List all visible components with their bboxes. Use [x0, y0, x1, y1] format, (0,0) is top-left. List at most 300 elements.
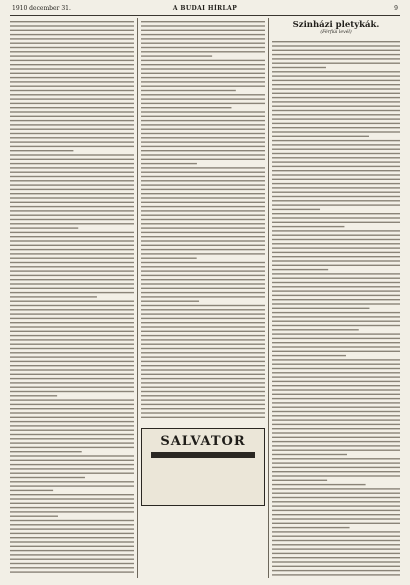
- text-line: [10, 60, 134, 61]
- text-line: [10, 464, 134, 465]
- text-line: [10, 77, 134, 78]
- text-line: [141, 335, 265, 336]
- text-line: [10, 189, 134, 190]
- text-line: [10, 533, 134, 534]
- text-line: [10, 361, 134, 362]
- text-line: [10, 129, 134, 130]
- text-line: [272, 230, 400, 231]
- text-line: [141, 339, 265, 340]
- newspaper-title: A BUDAI HÍRLAP: [172, 5, 238, 12]
- text-line: [141, 236, 265, 237]
- text-line: [141, 94, 265, 95]
- text-line: [10, 468, 134, 469]
- text-line: [10, 528, 134, 529]
- text-line: [141, 374, 265, 375]
- text-line: [272, 75, 400, 76]
- text-line: [10, 236, 134, 237]
- text-line: [272, 213, 400, 214]
- text-line: [141, 356, 265, 357]
- text-line: [272, 217, 400, 218]
- text-line: [141, 154, 265, 155]
- text-line: [10, 176, 134, 177]
- text-line: [141, 51, 265, 52]
- text-line: [272, 290, 400, 291]
- text-line: [10, 111, 134, 112]
- text-line: [141, 111, 265, 112]
- column-3-text: [272, 38, 400, 578]
- page-header: [10, 4, 400, 16]
- text-line: [272, 149, 400, 150]
- text-line: [272, 101, 400, 102]
- text-line: [10, 326, 134, 327]
- text-line: [141, 288, 265, 289]
- text-line: [272, 333, 400, 334]
- text-line: [272, 480, 327, 481]
- text-line: [272, 256, 400, 257]
- text-line: [10, 344, 134, 345]
- text-line: [272, 540, 400, 541]
- text-line: [272, 71, 400, 72]
- text-line: [272, 561, 400, 562]
- text-line: [141, 361, 265, 362]
- text-line: [272, 351, 400, 352]
- text-line: [141, 258, 197, 259]
- text-line: [10, 180, 134, 181]
- text-line: [272, 45, 400, 46]
- advertisement-bar: [151, 452, 255, 458]
- text-line: [141, 301, 199, 302]
- text-line: [272, 235, 400, 236]
- text-line: [272, 415, 400, 416]
- text-line: [272, 131, 400, 132]
- text-line: [141, 25, 265, 26]
- text-line: [272, 118, 400, 119]
- text-line: [272, 557, 400, 558]
- text-line: [10, 516, 58, 517]
- text-line: [10, 150, 73, 151]
- text-line: [272, 523, 400, 524]
- text-line: [10, 202, 134, 203]
- text-line: [272, 196, 400, 197]
- text-line: [141, 150, 265, 151]
- text-line: [272, 127, 400, 128]
- text-line: [10, 210, 134, 211]
- text-line: [272, 303, 400, 304]
- text-line: [141, 184, 265, 185]
- text-line: [272, 170, 400, 171]
- text-line: [272, 548, 400, 549]
- text-line: [10, 318, 134, 319]
- text-line: [141, 197, 265, 198]
- text-line: [272, 527, 350, 528]
- text-line: [141, 283, 265, 284]
- text-line: [141, 387, 265, 388]
- text-line: [272, 445, 400, 446]
- text-line: [10, 90, 134, 91]
- text-line: [141, 408, 265, 409]
- text-line: [10, 554, 134, 555]
- text-line: [10, 567, 134, 568]
- text-line: [10, 481, 134, 482]
- text-line: [10, 541, 134, 542]
- text-line: [10, 490, 53, 491]
- text-line: [272, 437, 400, 438]
- text-line: [141, 369, 265, 370]
- text-line: [141, 344, 265, 345]
- text-line: [272, 252, 400, 253]
- text-line: [141, 275, 265, 276]
- text-line: [141, 219, 265, 220]
- text-line: [10, 154, 134, 155]
- text-line: [10, 64, 134, 65]
- text-line: [141, 262, 265, 263]
- text-line: [10, 369, 134, 370]
- text-line: [141, 38, 265, 39]
- text-line: [141, 107, 231, 108]
- text-line: [272, 372, 400, 373]
- text-line: [10, 34, 134, 35]
- text-line: [10, 184, 134, 185]
- text-line: [10, 262, 134, 263]
- text-line: [10, 503, 134, 504]
- text-line: [272, 123, 400, 124]
- text-line: [272, 243, 400, 244]
- column-1-text: [10, 18, 134, 574]
- text-line: [10, 124, 134, 125]
- text-line: [141, 412, 265, 413]
- text-line: [272, 114, 400, 115]
- body-text-lines: [141, 18, 265, 418]
- text-line: [272, 41, 400, 42]
- text-line: [10, 447, 134, 448]
- text-line: [10, 116, 134, 117]
- text-line: [10, 399, 134, 400]
- text-line: [141, 365, 265, 366]
- text-line: [10, 38, 134, 39]
- text-line: [141, 395, 265, 396]
- advertisement-box: [141, 428, 265, 506]
- text-line: [10, 258, 134, 259]
- text-line: [141, 133, 265, 134]
- text-line: [272, 471, 400, 472]
- text-line: [272, 553, 400, 554]
- text-line: [272, 282, 400, 283]
- text-line: [272, 407, 400, 408]
- article-columns: [10, 18, 400, 578]
- text-line: [141, 43, 265, 44]
- body-text-lines: [10, 18, 134, 573]
- text-line: [272, 299, 400, 300]
- issue-date: 1910 december 31.: [12, 5, 71, 12]
- text-line: [10, 245, 134, 246]
- text-line: [10, 141, 134, 142]
- text-line: [141, 68, 265, 69]
- text-line: [141, 417, 265, 418]
- text-line: [141, 326, 265, 327]
- text-line: [10, 270, 134, 271]
- text-line: [272, 385, 400, 386]
- text-line: [141, 309, 265, 310]
- text-line: [272, 381, 400, 382]
- text-line: [272, 88, 400, 89]
- text-line: [10, 425, 134, 426]
- text-line: [141, 98, 265, 99]
- text-line: [141, 223, 265, 224]
- text-line: [272, 153, 400, 154]
- text-line: [272, 106, 400, 107]
- text-line: [10, 382, 134, 383]
- text-line: [272, 359, 400, 360]
- text-line: [272, 308, 369, 309]
- text-line: [10, 442, 134, 443]
- text-line: [272, 574, 400, 575]
- text-line: [10, 43, 134, 44]
- text-line: [272, 501, 400, 502]
- text-line: [141, 399, 265, 400]
- text-line: [10, 348, 134, 349]
- text-line: [141, 270, 265, 271]
- text-line: [10, 546, 134, 547]
- column-3: [272, 18, 400, 578]
- text-line: [272, 411, 400, 412]
- text-line: [141, 215, 265, 216]
- text-line: [10, 94, 134, 95]
- text-line: [10, 275, 134, 276]
- text-line: [141, 73, 265, 74]
- text-line: [272, 67, 326, 68]
- text-line: [141, 296, 265, 297]
- text-line: [141, 90, 236, 91]
- text-line: [272, 247, 400, 248]
- text-line: [272, 97, 400, 98]
- text-line: [141, 202, 265, 203]
- text-line: [141, 232, 265, 233]
- text-line: [272, 394, 400, 395]
- text-line: [141, 206, 265, 207]
- text-line: [141, 322, 265, 323]
- text-line: [10, 279, 134, 280]
- text-line: [272, 179, 400, 180]
- text-line: [141, 146, 265, 147]
- text-line: [10, 81, 134, 82]
- text-line: [272, 222, 400, 223]
- text-line: [272, 441, 400, 442]
- text-line: [272, 140, 400, 141]
- text-line: [10, 47, 134, 48]
- text-line: [10, 73, 134, 74]
- text-line: [10, 374, 134, 375]
- text-line: [272, 514, 400, 515]
- text-line: [272, 286, 400, 287]
- text-line: [10, 253, 134, 254]
- text-line: [10, 68, 134, 69]
- text-line: [272, 454, 347, 455]
- text-line: [141, 352, 265, 353]
- text-line: [272, 493, 400, 494]
- text-line: [10, 296, 97, 297]
- text-line: [10, 507, 134, 508]
- text-line: [272, 497, 400, 498]
- text-line: [10, 498, 134, 499]
- text-line: [10, 172, 134, 173]
- text-line: [10, 563, 134, 564]
- text-line: [272, 462, 400, 463]
- text-line: [10, 240, 134, 241]
- text-line: [141, 189, 265, 190]
- text-line: [10, 524, 134, 525]
- page-number: 9: [394, 5, 398, 12]
- text-line: [141, 81, 265, 82]
- column-divider: [268, 18, 269, 578]
- text-line: [272, 157, 400, 158]
- text-line: [10, 571, 134, 572]
- text-line: [10, 313, 134, 314]
- text-line: [10, 288, 134, 289]
- body-text-lines: [272, 38, 400, 578]
- text-line: [141, 318, 265, 319]
- advertisement-brand: SALVATOR: [160, 434, 246, 449]
- text-line: [10, 322, 134, 323]
- text-line: [141, 292, 265, 293]
- text-line: [272, 402, 400, 403]
- text-line: [10, 331, 134, 332]
- text-line: [272, 136, 369, 137]
- text-line: [10, 477, 85, 478]
- text-line: [272, 484, 366, 485]
- text-line: [10, 197, 134, 198]
- text-line: [272, 63, 400, 64]
- text-line: [10, 206, 134, 207]
- text-line: [141, 159, 265, 160]
- text-line: [141, 279, 265, 280]
- text-line: [10, 339, 134, 340]
- text-line: [141, 404, 265, 405]
- text-line: [10, 434, 134, 435]
- text-line: [10, 451, 82, 452]
- text-line: [272, 475, 400, 476]
- text-line: [272, 321, 400, 322]
- text-line: [141, 30, 265, 31]
- text-line: [272, 316, 400, 317]
- text-line: [272, 376, 400, 377]
- text-line: [272, 273, 400, 274]
- article-heading: Szinházi pletykák.: [292, 20, 380, 30]
- text-line: [272, 450, 400, 451]
- text-line: [272, 544, 400, 545]
- text-line: [141, 249, 265, 250]
- text-line: [141, 34, 265, 35]
- text-line: [272, 325, 400, 326]
- text-line: [10, 146, 134, 147]
- text-line: [10, 98, 134, 99]
- text-line: [10, 86, 134, 87]
- text-line: [272, 488, 400, 489]
- text-line: [10, 137, 134, 138]
- text-line: [272, 419, 400, 420]
- text-line: [272, 432, 400, 433]
- text-line: [272, 161, 400, 162]
- text-line: [272, 192, 400, 193]
- text-line: [141, 172, 265, 173]
- text-line: [272, 54, 400, 55]
- text-line: [272, 260, 400, 261]
- text-line: [272, 329, 359, 330]
- text-line: [141, 167, 265, 168]
- column-2-text: [141, 18, 265, 419]
- text-line: [141, 86, 265, 87]
- text-line: [10, 473, 134, 474]
- text-line: [272, 200, 400, 201]
- text-line: [10, 249, 134, 250]
- text-line: [10, 305, 134, 306]
- text-line: [141, 313, 265, 314]
- text-line: [141, 103, 265, 104]
- text-line: [141, 227, 265, 228]
- text-line: [141, 21, 265, 22]
- text-line: [141, 77, 265, 78]
- text-line: [10, 408, 134, 409]
- text-line: [272, 389, 400, 390]
- text-line: [10, 266, 134, 267]
- text-line: [272, 166, 400, 167]
- text-line: [272, 467, 400, 468]
- text-line: [272, 342, 400, 343]
- text-line: [272, 209, 320, 210]
- text-line: [10, 391, 134, 392]
- text-line: [10, 292, 134, 293]
- text-line: [10, 232, 134, 233]
- text-line: [10, 485, 134, 486]
- text-line: [10, 51, 134, 52]
- text-line: [141, 331, 265, 332]
- text-line: [141, 253, 265, 254]
- text-line: [10, 455, 134, 456]
- text-line: [10, 460, 134, 461]
- text-line: [10, 167, 134, 168]
- text-line: [272, 364, 400, 365]
- text-line: [272, 536, 400, 537]
- text-line: [272, 368, 400, 369]
- text-line: [141, 124, 265, 125]
- text-line: [10, 356, 134, 357]
- text-line: [141, 180, 265, 181]
- text-line: [272, 269, 328, 270]
- text-line: [10, 438, 134, 439]
- text-line: [141, 348, 265, 349]
- text-line: [10, 223, 134, 224]
- text-line: [272, 458, 400, 459]
- text-line: [10, 30, 134, 31]
- text-line: [10, 163, 134, 164]
- text-line: [272, 80, 400, 81]
- text-line: [272, 518, 400, 519]
- text-line: [272, 50, 400, 51]
- text-line: [10, 537, 134, 538]
- text-line: [10, 494, 134, 495]
- text-line: [10, 25, 134, 26]
- text-line: [10, 120, 134, 121]
- article-subheading: (Férfiúi levél): [320, 30, 352, 35]
- text-line: [272, 570, 400, 571]
- text-line: [10, 193, 134, 194]
- text-line: [141, 378, 265, 379]
- text-line: [272, 312, 400, 313]
- text-line: [10, 55, 134, 56]
- text-line: [10, 378, 134, 379]
- text-line: [141, 116, 265, 117]
- text-line: [10, 301, 134, 302]
- text-line: [141, 129, 265, 130]
